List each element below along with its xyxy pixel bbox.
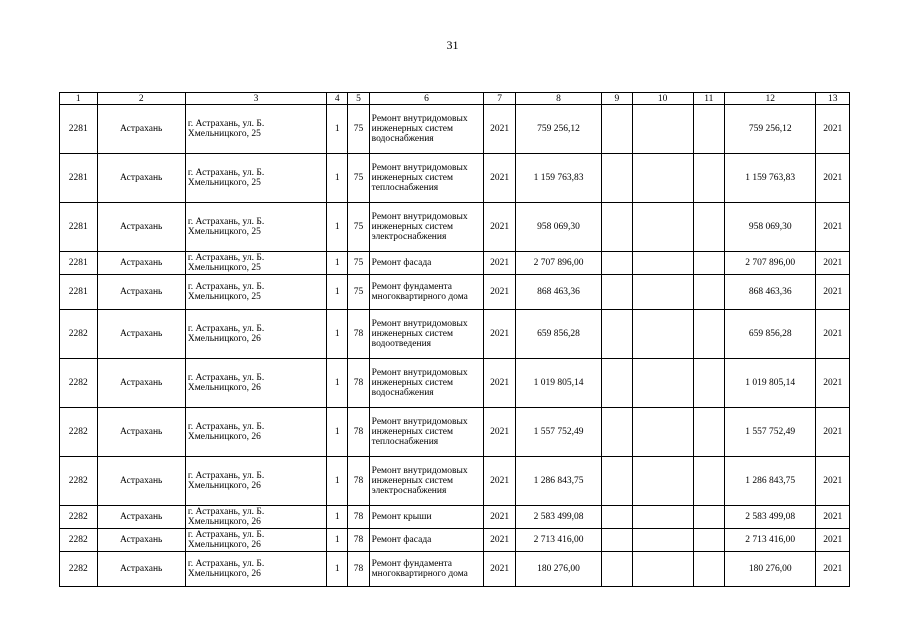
- cell-col-11: [693, 252, 724, 275]
- cell-house-id: 2282: [60, 529, 98, 552]
- cell-col-10: [632, 506, 693, 529]
- cell-work-type: Ремонт фасада: [369, 529, 484, 552]
- cell-col-4: 1: [327, 154, 348, 203]
- column-header-10: 10: [632, 93, 693, 105]
- cell-col-11: [693, 408, 724, 457]
- cell-total-cost: 2 707 896,00: [515, 252, 601, 275]
- cell-end-year: 2021: [816, 252, 850, 275]
- cell-col-5: 78: [348, 457, 369, 506]
- works-table: [59, 92, 850, 587]
- cell-col-10: [632, 408, 693, 457]
- table-row: [60, 154, 850, 203]
- header-row: [60, 93, 850, 105]
- column-header-2: 2: [97, 93, 185, 105]
- column-header-11: 11: [693, 93, 724, 105]
- table-row: [60, 275, 850, 310]
- cell-work-type: Ремонт крыши: [369, 506, 484, 529]
- cell-col-11: [693, 529, 724, 552]
- column-header-9: 9: [602, 93, 632, 105]
- cell-house-id: 2281: [60, 203, 98, 252]
- cell-house-id: 2282: [60, 552, 98, 587]
- cell-cost-fund: 958 069,30: [725, 203, 816, 252]
- cell-municipality: Астрахань: [97, 506, 185, 529]
- cell-col-10: [632, 457, 693, 506]
- table-row: [60, 457, 850, 506]
- cell-total-cost: 180 276,00: [515, 552, 601, 587]
- cell-col-9: [602, 310, 632, 359]
- cell-cost-fund: 759 256,12: [725, 105, 816, 154]
- cell-end-year: 2021: [816, 310, 850, 359]
- cell-end-year: 2021: [816, 105, 850, 154]
- cell-year: 2021: [484, 457, 515, 506]
- cell-cost-fund: 1 557 752,49: [725, 408, 816, 457]
- cell-cost-fund: 659 856,28: [725, 310, 816, 359]
- cell-municipality: Астрахань: [97, 252, 185, 275]
- cell-house-id: 2281: [60, 275, 98, 310]
- cell-municipality: Астрахань: [97, 310, 185, 359]
- cell-end-year: 2021: [816, 408, 850, 457]
- cell-col-9: [602, 457, 632, 506]
- cell-col-10: [632, 529, 693, 552]
- cell-col-10: [632, 252, 693, 275]
- cell-col-4: 1: [327, 552, 348, 587]
- cell-work-type: Ремонт внутридомовых инженерных систем водоотведения: [369, 310, 484, 359]
- table-row: [60, 203, 850, 252]
- cell-col-5: 75: [348, 252, 369, 275]
- cell-address: г. Астрахань, ул. Б. Хмельницкого, 26: [185, 310, 326, 359]
- cell-cost-fund: 868 463,36: [725, 275, 816, 310]
- cell-col-11: [693, 457, 724, 506]
- cell-year: 2021: [484, 105, 515, 154]
- cell-year: 2021: [484, 552, 515, 587]
- cell-total-cost: 1 019 805,14: [515, 359, 601, 408]
- cell-col-5: 78: [348, 359, 369, 408]
- table-row: [60, 359, 850, 408]
- cell-col-9: [602, 529, 632, 552]
- column-header-3: 3: [185, 93, 326, 105]
- table-row: [60, 552, 850, 587]
- cell-end-year: 2021: [816, 552, 850, 587]
- cell-total-cost: 1 286 843,75: [515, 457, 601, 506]
- cell-address: г. Астрахань, ул. Б. Хмельницкого, 25: [185, 105, 326, 154]
- cell-end-year: 2021: [816, 359, 850, 408]
- cell-work-type: Ремонт внутридомовых инженерных систем теплоснабжения: [369, 408, 484, 457]
- cell-house-id: 2282: [60, 408, 98, 457]
- cell-col-4: 1: [327, 275, 348, 310]
- cell-address: г. Астрахань, ул. Б. Хмельницкого, 25: [185, 275, 326, 310]
- cell-work-type: Ремонт внутридомовых инженерных систем электроснабжения: [369, 203, 484, 252]
- cell-col-5: 75: [348, 154, 369, 203]
- cell-col-11: [693, 506, 724, 529]
- cell-house-id: 2282: [60, 359, 98, 408]
- column-header-7: 7: [484, 93, 515, 105]
- cell-work-type: Ремонт фундамента многоквартирного дома: [369, 275, 484, 310]
- cell-municipality: Астрахань: [97, 275, 185, 310]
- cell-col-5: 75: [348, 275, 369, 310]
- cell-end-year: 2021: [816, 506, 850, 529]
- table-row: [60, 310, 850, 359]
- cell-cost-fund: 1 159 763,83: [725, 154, 816, 203]
- cell-year: 2021: [484, 154, 515, 203]
- cell-col-10: [632, 154, 693, 203]
- cell-work-type: Ремонт фасада: [369, 252, 484, 275]
- cell-col-5: 78: [348, 529, 369, 552]
- cell-end-year: 2021: [816, 457, 850, 506]
- cell-municipality: Астрахань: [97, 105, 185, 154]
- cell-col-4: 1: [327, 252, 348, 275]
- cell-col-9: [602, 203, 632, 252]
- cell-col-9: [602, 154, 632, 203]
- cell-year: 2021: [484, 275, 515, 310]
- cell-work-type: Ремонт внутридомовых инженерных систем электроснабжения: [369, 457, 484, 506]
- cell-cost-fund: 180 276,00: [725, 552, 816, 587]
- cell-col-9: [602, 408, 632, 457]
- cell-year: 2021: [484, 506, 515, 529]
- cell-col-5: 75: [348, 105, 369, 154]
- cell-col-9: [602, 359, 632, 408]
- cell-work-type: Ремонт фундамента многоквартирного дома: [369, 552, 484, 587]
- cell-col-4: 1: [327, 408, 348, 457]
- page-number: 31: [446, 38, 459, 52]
- cell-col-10: [632, 552, 693, 587]
- cell-work-type: Ремонт внутридомовых инженерных систем водоснабжения: [369, 105, 484, 154]
- cell-col-4: 1: [327, 457, 348, 506]
- cell-cost-fund: 1 019 805,14: [725, 359, 816, 408]
- table-row: [60, 252, 850, 275]
- cell-col-10: [632, 275, 693, 310]
- cell-col-4: 1: [327, 359, 348, 408]
- cell-col-5: 75: [348, 203, 369, 252]
- cell-municipality: Астрахань: [97, 457, 185, 506]
- cell-end-year: 2021: [816, 154, 850, 203]
- cell-work-type: Ремонт внутридомовых инженерных систем водоснабжения: [369, 359, 484, 408]
- cell-total-cost: 1 159 763,83: [515, 154, 601, 203]
- cell-year: 2021: [484, 203, 515, 252]
- cell-col-4: 1: [327, 203, 348, 252]
- cell-col-11: [693, 359, 724, 408]
- cell-col-10: [632, 203, 693, 252]
- cell-house-id: 2281: [60, 154, 98, 203]
- cell-address: г. Астрахань, ул. Б. Хмельницкого, 26: [185, 457, 326, 506]
- column-header-5: 5: [348, 93, 369, 105]
- cell-cost-fund: 2 583 499,08: [725, 506, 816, 529]
- table-row: [60, 105, 850, 154]
- cell-col-9: [602, 252, 632, 275]
- column-header-8: 8: [515, 93, 601, 105]
- cell-house-id: 2282: [60, 506, 98, 529]
- cell-municipality: Астрахань: [97, 203, 185, 252]
- cell-municipality: Астрахань: [97, 408, 185, 457]
- cell-total-cost: 659 856,28: [515, 310, 601, 359]
- cell-address: г. Астрахань, ул. Б. Хмельницкого, 26: [185, 529, 326, 552]
- cell-municipality: Астрахань: [97, 529, 185, 552]
- cell-municipality: Астрахань: [97, 359, 185, 408]
- cell-col-11: [693, 275, 724, 310]
- column-header-4: 4: [327, 93, 348, 105]
- cell-cost-fund: 1 286 843,75: [725, 457, 816, 506]
- column-header-6: 6: [369, 93, 484, 105]
- table-row: [60, 506, 850, 529]
- cell-col-11: [693, 310, 724, 359]
- table-body: [60, 105, 850, 587]
- cell-total-cost: 2 713 416,00: [515, 529, 601, 552]
- cell-year: 2021: [484, 408, 515, 457]
- cell-address: г. Астрахань, ул. Б. Хмельницкого, 25: [185, 252, 326, 275]
- cell-year: 2021: [484, 310, 515, 359]
- column-header-12: 12: [725, 93, 816, 105]
- cell-col-11: [693, 154, 724, 203]
- cell-col-5: 78: [348, 408, 369, 457]
- column-header-13: 13: [816, 93, 850, 105]
- cell-address: г. Астрахань, ул. Б. Хмельницкого, 26: [185, 359, 326, 408]
- cell-total-cost: 958 069,30: [515, 203, 601, 252]
- table-row: [60, 529, 850, 552]
- cell-house-id: 2282: [60, 310, 98, 359]
- cell-col-11: [693, 203, 724, 252]
- cell-year: 2021: [484, 252, 515, 275]
- cell-end-year: 2021: [816, 275, 850, 310]
- cell-year: 2021: [484, 529, 515, 552]
- cell-municipality: Астрахань: [97, 154, 185, 203]
- cell-total-cost: 1 557 752,49: [515, 408, 601, 457]
- cell-total-cost: 868 463,36: [515, 275, 601, 310]
- cell-total-cost: 759 256,12: [515, 105, 601, 154]
- cell-cost-fund: 2 707 896,00: [725, 252, 816, 275]
- cell-col-9: [602, 506, 632, 529]
- cell-col-9: [602, 552, 632, 587]
- cell-col-4: 1: [327, 105, 348, 154]
- cell-house-id: 2281: [60, 105, 98, 154]
- cell-house-id: 2282: [60, 457, 98, 506]
- cell-col-11: [693, 552, 724, 587]
- cell-col-9: [602, 105, 632, 154]
- cell-address: г. Астрахань, ул. Б. Хмельницкого, 26: [185, 506, 326, 529]
- cell-year: 2021: [484, 359, 515, 408]
- cell-address: г. Астрахань, ул. Б. Хмельницкого, 25: [185, 203, 326, 252]
- cell-col-10: [632, 105, 693, 154]
- cell-municipality: Астрахань: [97, 552, 185, 587]
- cell-total-cost: 2 583 499,08: [515, 506, 601, 529]
- cell-col-9: [602, 275, 632, 310]
- cell-address: г. Астрахань, ул. Б. Хмельницкого, 26: [185, 408, 326, 457]
- cell-col-5: 78: [348, 506, 369, 529]
- cell-col-4: 1: [327, 506, 348, 529]
- cell-col-4: 1: [327, 310, 348, 359]
- cell-end-year: 2021: [816, 529, 850, 552]
- cell-col-4: 1: [327, 529, 348, 552]
- cell-col-5: 78: [348, 552, 369, 587]
- cell-cost-fund: 2 713 416,00: [725, 529, 816, 552]
- cell-col-11: [693, 105, 724, 154]
- table-row: [60, 408, 850, 457]
- cell-address: г. Астрахань, ул. Б. Хмельницкого, 26: [185, 552, 326, 587]
- cell-col-10: [632, 310, 693, 359]
- cell-work-type: Ремонт внутридомовых инженерных систем теплоснабжения: [369, 154, 484, 203]
- cell-house-id: 2281: [60, 252, 98, 275]
- cell-col-10: [632, 359, 693, 408]
- column-header-1: 1: [60, 93, 98, 105]
- cell-address: г. Астрахань, ул. Б. Хмельницкого, 25: [185, 154, 326, 203]
- cell-col-5: 78: [348, 310, 369, 359]
- cell-end-year: 2021: [816, 203, 850, 252]
